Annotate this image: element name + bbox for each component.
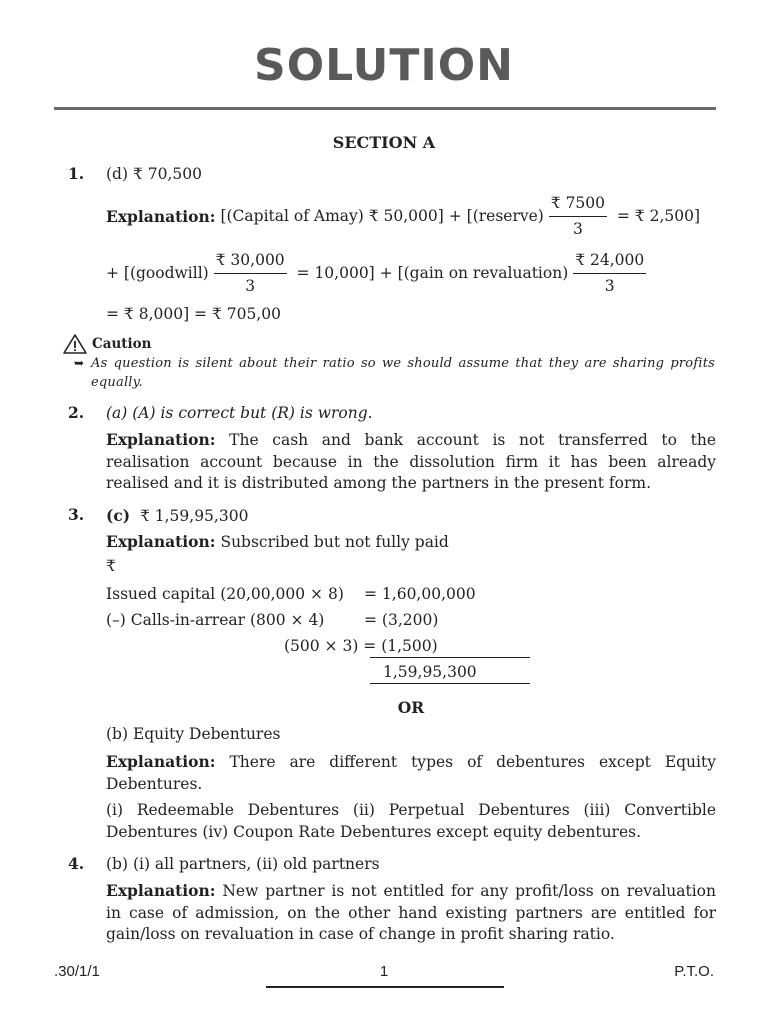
question-number-1: 1. <box>68 164 85 183</box>
section-heading: SECTION A <box>332 133 436 152</box>
q4-explanation-text: New partner is not entitled for any profit/loss on revaluation in case of admission, on the other hand existing partners are entitled for gain/loss on revaluation in case of change in profit sharing ratio. <box>106 882 716 943</box>
fraction-reserve <box>549 193 607 240</box>
q4-explanation <box>106 880 716 946</box>
fraction-denominator: 3 <box>572 219 583 238</box>
fraction-numerator: ₹ 7500 <box>549 193 607 217</box>
debenture-types-list: (i) Redeemable Debentures (ii) Perpetual Debentures (iii) Convertible Debentures (iv) Coupon Rate Debentures except equity debentures. <box>106 801 716 841</box>
answer-option: (c) <box>106 506 131 525</box>
caution-text: As question is silent about their ratio so we should assume that they are sharing profits equally. <box>91 356 715 390</box>
fraction-numerator: ₹ 30,000 <box>214 250 287 274</box>
page-number: 1 <box>379 963 389 980</box>
footer-rule <box>266 986 504 988</box>
q1-explanation-line-3: = ₹ 8,000] = ₹ 705,00 <box>106 305 281 323</box>
q2-explanation-text: The cash and bank account is not transferred to the realisation account because in the dissolution firm it has been already realised and it is distributed among the partners in the present form. <box>106 431 716 492</box>
explanation-label: Explanation: <box>106 752 216 771</box>
answer-value: ₹ 1,59,95,300 <box>139 507 249 525</box>
q2-explanation <box>106 429 716 495</box>
rupee-symbol: ₹ <box>106 557 116 575</box>
calc-row-3: (500 × 3) = (1,500) <box>284 637 438 655</box>
total-rule-bottom <box>370 683 530 684</box>
q1-line1-end: = ₹ 2,500] <box>616 206 701 225</box>
answer-4: (b) (i) all partners, (ii) old partners <box>106 855 380 873</box>
answer-2: (a) (A) is correct but (R) is wrong. <box>106 404 373 422</box>
q3-explanation-text: Subscribed but not fully paid <box>220 533 449 551</box>
or-divider: OR <box>397 698 425 717</box>
question-number-4: 4. <box>68 854 85 873</box>
calc-row-2-value: = (3,200) <box>364 611 439 629</box>
fraction-denominator: 3 <box>604 276 615 295</box>
pto-label: P.T.O. <box>674 963 714 980</box>
alt-answer: (b) Equity Debentures <box>106 725 281 743</box>
fraction-revaluation <box>573 250 646 297</box>
arrow-icon: ➥ <box>74 356 85 370</box>
calc-row-2-label: (–) Calls-in-arrear (800 × 4) <box>106 611 325 629</box>
alt-explanation-text: There are different types of debentures except Equity Debentures. <box>106 753 716 793</box>
q3-explanation <box>106 531 449 553</box>
q1-line1-text: [(Capital of Amay) ₹ 50,000] + [(reserve) <box>220 206 544 225</box>
question-number-3: 3. <box>68 505 85 524</box>
warning-icon <box>62 333 88 355</box>
paper-code: .30/1/1 <box>54 963 100 980</box>
question-number-2: 2. <box>68 403 85 422</box>
q1-line2-a: + [(goodwill) <box>106 263 209 282</box>
fraction-denominator: 3 <box>245 276 256 295</box>
fraction-numerator: ₹ 24,000 <box>573 250 646 274</box>
calc-row-1-label: Issued capital (20,00,000 × 8) <box>106 585 344 603</box>
q1-explanation-line-1 <box>106 193 700 239</box>
q1-line2-b: = 10,000] + [(gain on revaluation) <box>296 263 569 282</box>
answer-1: (d) ₹ 70,500 <box>106 165 202 183</box>
explanation-label: Explanation: <box>106 532 216 551</box>
page-title: SOLUTION <box>254 40 514 91</box>
q1-explanation-line-2 <box>106 250 646 296</box>
caution-title: Caution <box>92 336 152 352</box>
title-rule <box>54 107 716 110</box>
explanation-label: Explanation: <box>106 206 216 226</box>
explanation-label: Explanation: <box>106 881 216 900</box>
calc-row-1-value: = 1,60,00,000 <box>364 585 476 603</box>
answer-3 <box>106 505 248 527</box>
explanation-label: Explanation: <box>106 430 216 449</box>
fraction-goodwill <box>214 250 287 297</box>
total-rule-top <box>370 657 530 658</box>
alt-explanation <box>106 751 716 795</box>
calc-total: 1,59,95,300 <box>383 663 477 681</box>
